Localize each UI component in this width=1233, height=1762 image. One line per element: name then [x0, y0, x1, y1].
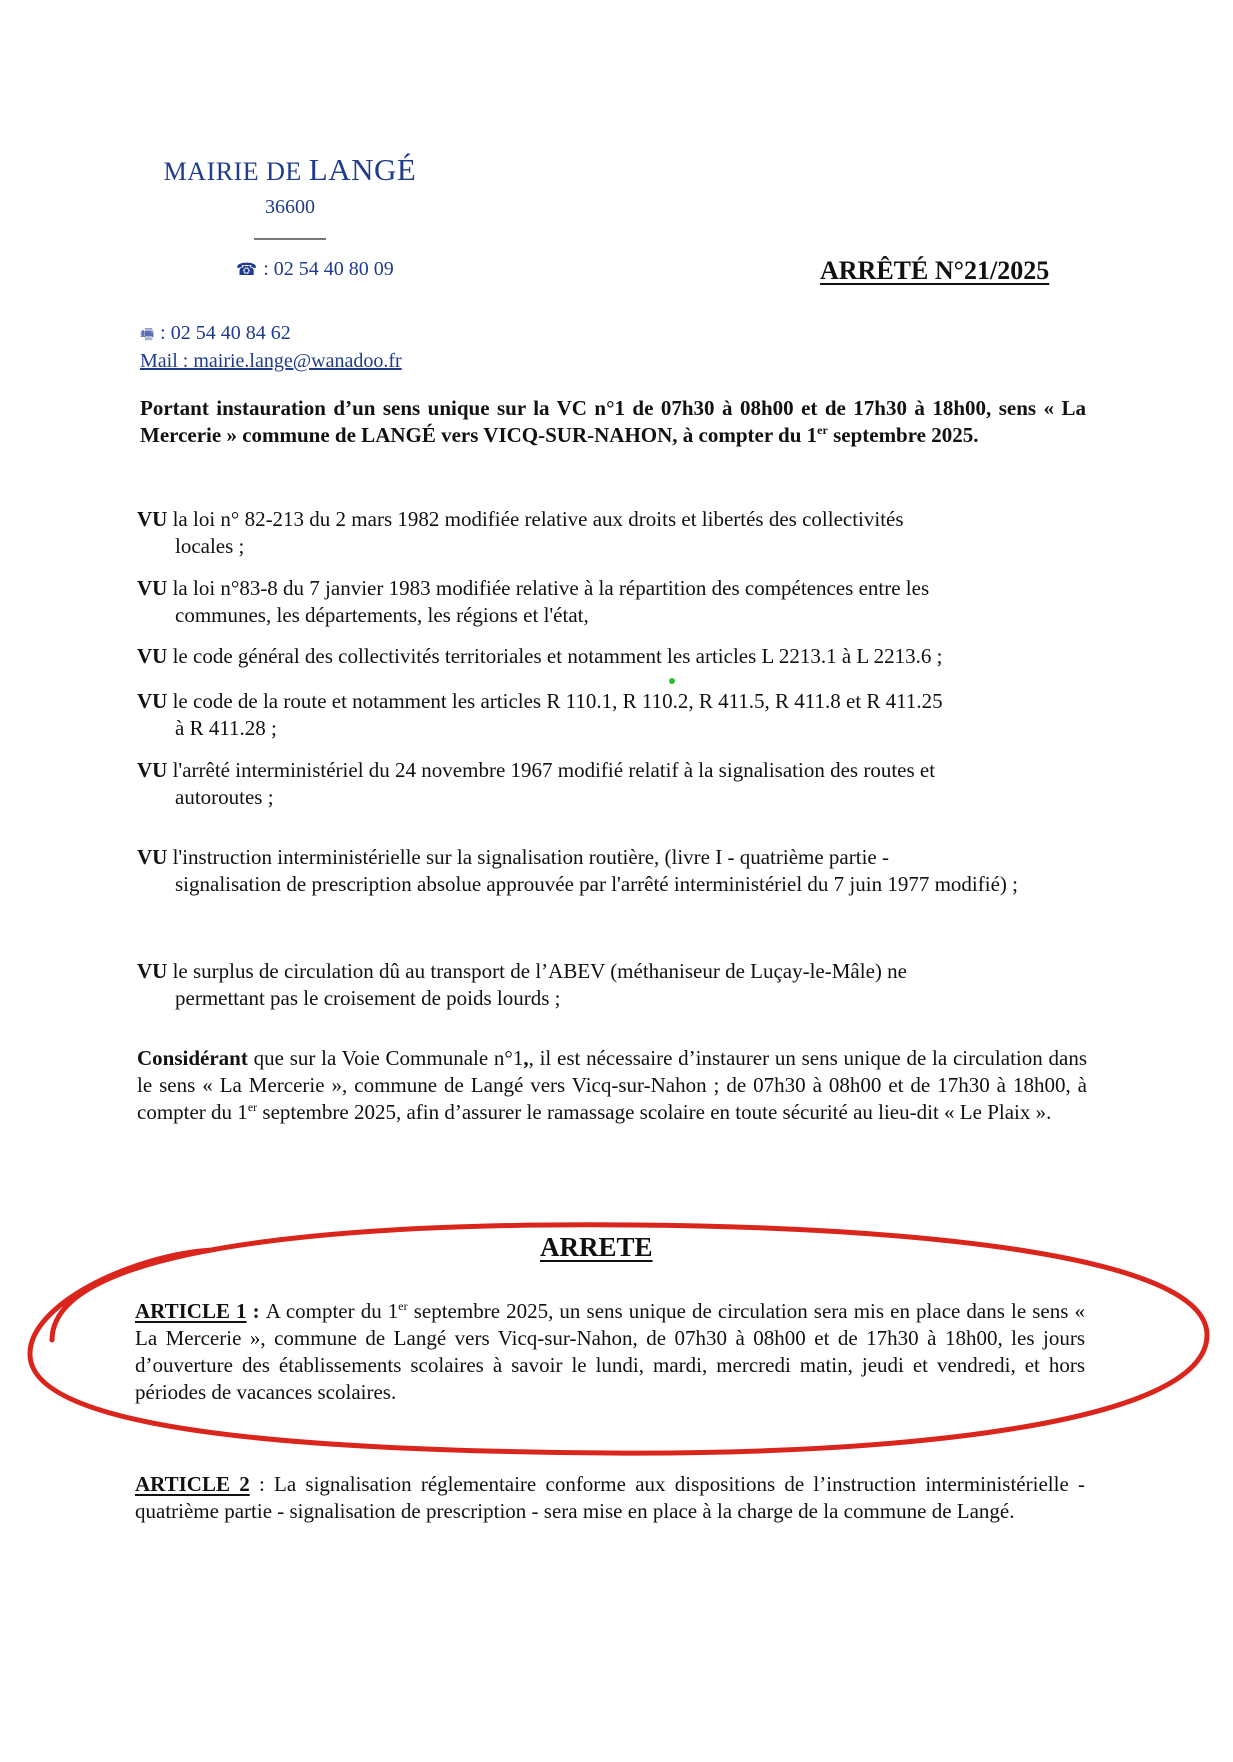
vu-text: le surplus de circulation dû au transport de l’ABEV (méthaniseur de Luçay-le-Mâle) ne [167, 959, 907, 983]
article-1-sup: er [398, 1299, 408, 1313]
mail-link[interactable]: Mail : mairie.lange@wanadoo.fr [140, 350, 402, 372]
vu-text-cont: signalisation de prescription absolue approuvée par l'arrêté interministériel du 7 juin 1977 modifié) ; [175, 872, 1018, 896]
vu-item [137, 757, 1087, 811]
article-1-text-b: septembre 2025, un sens unique de circulation sera mis en place dans le sens « La Mercerie », commune de Langé vers Vicq-sur-Nahon, de 07h30 à 08h00 et de 17h30 à 18h00, les jours d’ouverture des établissements scolaires à savoir le lundi, mardi, mercredi matin, jeudi et vendredi, et hors périodes de vacances scolaires. [135, 1299, 1086, 1404]
vu-item [137, 643, 1087, 670]
phone-line [236, 258, 394, 281]
header-divider [254, 238, 326, 240]
vu-text: l'arrêté interministériel du 24 novembre 1967 modifié relatif à la signalisation des routes et [167, 758, 936, 782]
postal-code: 36600 [265, 196, 315, 218]
vu-label: VU [137, 644, 168, 668]
considerant-text-c: , commune de Langé vers Vicq-sur-Nahon ; de 07h30 à 08h00 et de 17h30 à 18h00, à compter du 1 [137, 1073, 1087, 1124]
article-2-sep: : [249, 1472, 275, 1496]
mairie-title [140, 152, 440, 190]
intro-sup: er [817, 423, 828, 437]
considerant-label: Considérant [137, 1046, 248, 1070]
vu-item [137, 506, 1087, 560]
vu-item [137, 844, 1087, 898]
considerant-sup: er [247, 1100, 258, 1114]
mairie-header [140, 152, 440, 240]
vu-text-cont: à R 411.28 ; [175, 716, 277, 740]
considerant-text-d: septembre 2025, afin d’assurer le ramassage scolaire en toute sécurité au lieu-dit « Le Plaix ». [257, 1100, 1052, 1124]
article-1-text: A compter du 1 [265, 1299, 399, 1323]
considerant-text-b: , il est nécessaire d’instaurer un sens unique de la circulation dans le sens « La Mercerie » [137, 1046, 1087, 1097]
article-1-label: ARTICLE 1 [135, 1299, 247, 1323]
intro-text-end: septembre 2025. [827, 423, 979, 447]
fax-icon: 🖷 [140, 327, 155, 343]
article-2 [135, 1471, 1085, 1525]
article-1-sep: : [246, 1299, 266, 1323]
arrete-number: ARRÊTÉ N°21/2025 [820, 256, 1050, 285]
vu-text: la loi n°83-8 du 7 janvier 1983 modifiée relative à la répartition des compétences entre les [167, 576, 930, 600]
vu-item [137, 958, 1087, 1012]
article-1 [135, 1298, 1085, 1406]
mairie-name: LANGÉ [308, 152, 417, 187]
marker-dot [669, 678, 675, 684]
vu-label: VU [137, 758, 168, 782]
intro-paragraph [140, 395, 1086, 449]
phone-number: : 02 54 40 80 09 [263, 258, 394, 280]
vu-text-cont: autoroutes ; [175, 785, 274, 809]
vu-label: VU [137, 959, 168, 983]
vu-text: le code de la route et notamment les articles R 110.1, R 110.2, R 411.5, R 411.8 et R 411.25 [167, 689, 943, 713]
vu-text: le code général des collectivités territoriales et notamment les articles L 2213.1 à L 2213.6 ; [167, 644, 943, 668]
vu-text: la loi n° 82-213 du 2 mars 1982 modifiée relative aux droits et libertés des collectivités [167, 507, 904, 531]
intro-text: Portant instauration d’un sens unique sur la VC n°1 de 07h30 à 08h00 et de 17h30 à 18h00, sens « La Mercerie » commune de LANGÉ vers VICQ-SUR-NAHON, à compter du 1 [140, 396, 1086, 447]
article-2-label: ARTICLE 2 [135, 1472, 250, 1496]
vu-text-cont: communes, les départements, les régions et l'état, [175, 603, 589, 627]
vu-label: VU [137, 689, 168, 713]
arrete-title: ARRETE [540, 1232, 653, 1262]
vu-item [137, 688, 1087, 742]
phone-icon: ☎ [236, 260, 258, 279]
vu-label: VU [137, 507, 168, 531]
considerant-text: que sur la Voie Communale n°1 [247, 1046, 524, 1070]
mairie-prefix: MAIRIE DE [163, 157, 309, 186]
vu-text: l'instruction interministérielle sur la signalisation routière, (livre I - quatrième partie - [167, 845, 889, 869]
vu-text-cont: permettant pas le croisement de poids lourds ; [175, 986, 561, 1010]
fax-line [140, 322, 291, 349]
vu-item [137, 575, 1087, 629]
fax-number: : 02 54 40 84 62 [160, 322, 291, 344]
article-2-text: La signalisation réglementaire conforme aux dispositions de l’instruction interministérielle - quatrième partie - signalisation de prescription - sera mise en place à la charge de la commune de Langé. [135, 1472, 1086, 1523]
vu-label: VU [137, 845, 168, 869]
considerant-paragraph: Considérant que sur la Voie Communale n°1,, il est nécessaire d’instaurer un sens unique de la circulation dans le sens « La Mercerie », commune de Langé vers Vicq-sur-Nahon ; de 07h30 à 08h00 et de 17h30 à 18h00, à compter du 1er septembre 2025, afin d’assurer le ramassage scolaire en toute sécurité au lieu-dit « Le Plaix ». [137, 1046, 1087, 1124]
vu-text-cont: locales ; [175, 534, 245, 558]
vu-label: VU [137, 576, 168, 600]
